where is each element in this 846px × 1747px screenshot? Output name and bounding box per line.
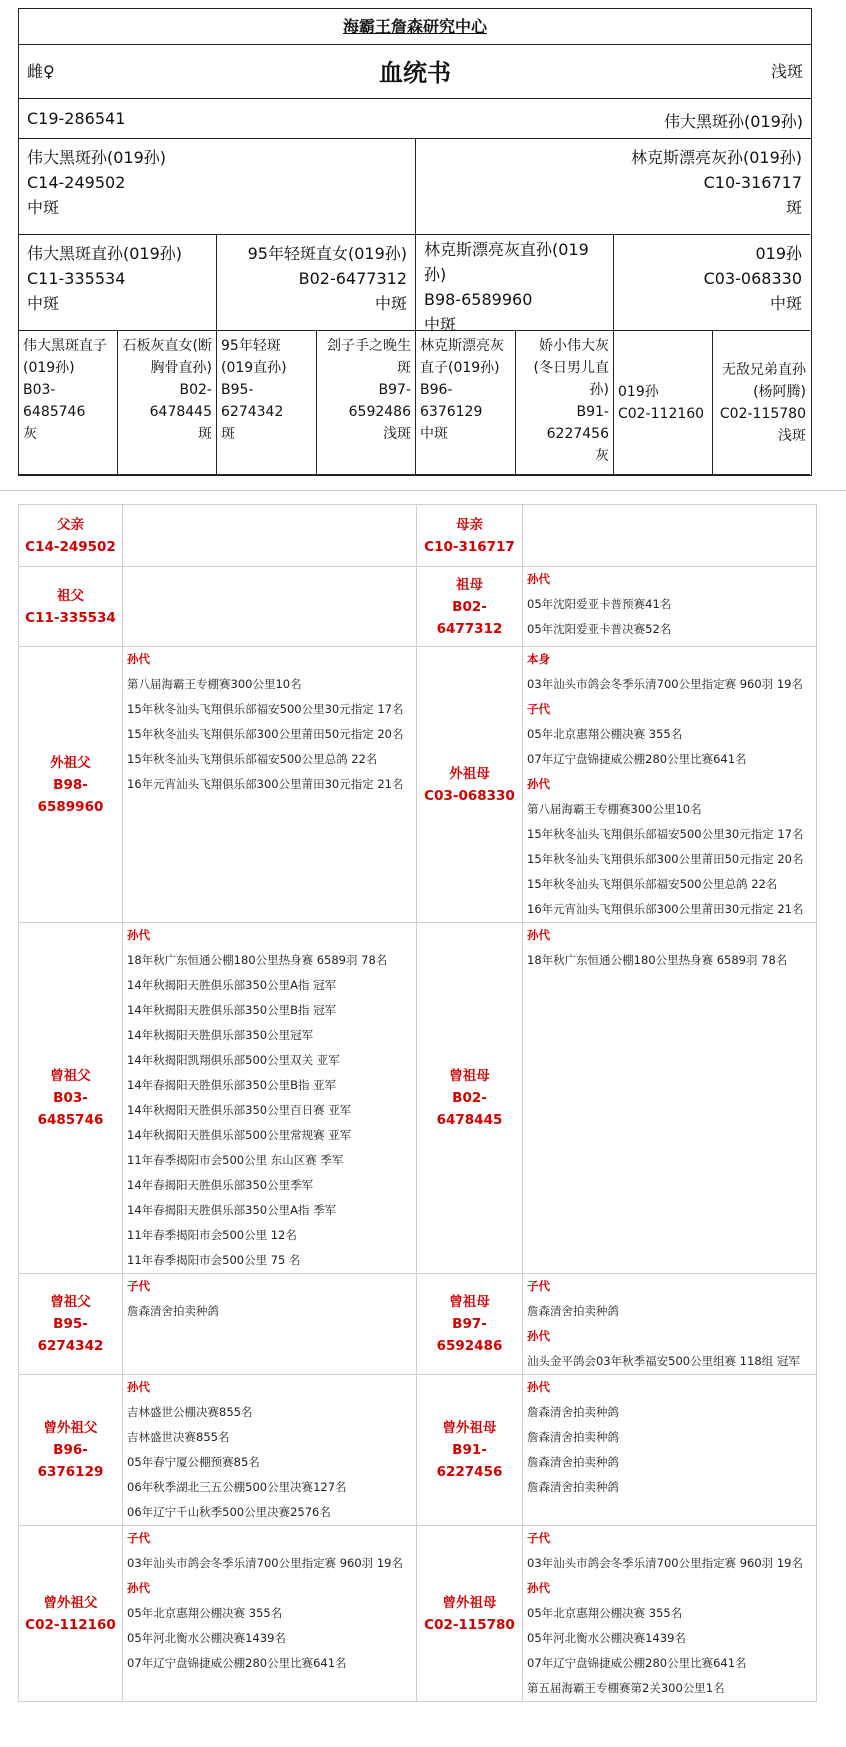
relation-label-cell <box>19 505 123 567</box>
record-item: 詹森清舍拍卖种鸽 <box>127 1304 219 1318</box>
table-row <box>19 1274 817 1375</box>
relation-ring: B97-6592486 <box>436 1316 503 1354</box>
record-item: 05年北京惠翔公棚决赛 355名 <box>527 727 683 741</box>
record-item: 15年秋冬汕头飞翔俱乐部福安500公里30元指定 17名 <box>127 702 404 716</box>
table-row <box>19 1375 817 1526</box>
record-item: 18年秋广东恒通公棚180公里热身赛 6589羽 78名 <box>127 953 388 967</box>
relation-ring: B96-6376129 <box>37 1442 104 1480</box>
gen3-ring: B98-6589960 <box>424 290 533 309</box>
record-cell <box>523 1526 817 1702</box>
gen4-color: 浅斑 <box>383 426 411 442</box>
record-cell <box>523 647 817 923</box>
relation-ring: B02-6477312 <box>436 598 503 637</box>
gen4-ring: B02-6478445 <box>149 382 212 420</box>
gen4-ring: B91-6227456 <box>546 404 609 442</box>
record-item: 05年河北衡水公棚决赛1439名 <box>127 1631 286 1645</box>
gen3-color: 中斑 <box>769 294 802 313</box>
record-item: 14年春揭阳天胜俱乐部350公里A指 季军 <box>127 1203 337 1217</box>
relation-ring: C11-335534 <box>25 609 116 626</box>
relation-ring: B02-6478445 <box>436 1090 503 1128</box>
dam-cell <box>416 139 810 235</box>
relation-label: 曾祖父 <box>50 1294 91 1310</box>
gen3-name: 伟大黑斑直孙(019孙) <box>27 244 183 263</box>
relation-ring: C03-068330 <box>424 787 515 804</box>
gen3-color: 中斑 <box>374 294 407 313</box>
org-name: 海霸王詹森研究中心 <box>342 17 487 36</box>
record-group-heading: 子代 <box>127 1279 150 1293</box>
dam-ring: C10-316717 <box>703 173 802 192</box>
gen4-color: 中斑 <box>420 426 448 442</box>
gen4-color: 灰 <box>595 448 609 464</box>
record-cell <box>523 1375 817 1526</box>
record-group-heading: 孙代 <box>527 1581 550 1595</box>
section-divider <box>0 490 846 491</box>
record-item: 第八届海霸王专棚赛300公里10名 <box>527 802 702 816</box>
gen4-color: 斑 <box>198 426 212 442</box>
record-group-heading: 孙代 <box>527 1380 550 1394</box>
record-group-heading: 孙代 <box>527 928 550 942</box>
dam-name: 林克斯漂亮灰孙(019孙) <box>630 148 802 167</box>
record-item: 15年秋冬汕头飞翔俱乐部福安500公里总鸽 22名 <box>127 752 378 766</box>
sire-cell <box>19 139 416 235</box>
record-item: 11年春季揭阳市会500公里 12名 <box>127 1228 297 1242</box>
gen3-cell <box>217 235 416 331</box>
relation-ring: B03-6485746 <box>37 1090 104 1128</box>
record-item: 詹森清舍拍卖种鸽 <box>527 1480 619 1494</box>
relation-label-cell <box>19 647 123 923</box>
record-cell <box>523 505 817 567</box>
gen4-cell <box>19 331 118 475</box>
record-item: 05年沈阳爱亚卡普决赛52名 <box>527 622 672 636</box>
record-item: 03年汕头市鸽会冬季乐清700公里指定赛 960羽 19名 <box>527 677 803 691</box>
gen3-color: 中斑 <box>424 315 457 334</box>
record-item: 14年春揭阳天胜俱乐部350公里B指 亚军 <box>127 1078 337 1092</box>
dam-color: 斑 <box>785 198 802 217</box>
gen4-ring: C02-112160 <box>618 406 705 422</box>
record-group-heading: 子代 <box>127 1531 150 1545</box>
gen3-color: 中斑 <box>27 294 60 313</box>
record-item: 03年汕头市鸽会冬季乐清700公里指定赛 960羽 19名 <box>527 1556 803 1570</box>
gen4-name: 95年轻斑(019直孙) <box>221 338 287 376</box>
relation-label: 父亲 <box>57 516 84 533</box>
gen3-cell <box>416 235 614 334</box>
record-cell <box>523 1274 817 1375</box>
record-cell <box>523 923 817 1274</box>
relation-label-cell <box>417 567 523 647</box>
record-group-heading: 孙代 <box>127 1380 150 1394</box>
record-group-heading: 孙代 <box>127 1581 150 1595</box>
relation-label-cell <box>417 647 523 923</box>
bird-sex: 雌♀ <box>27 62 55 81</box>
record-item: 05年春宁厦公棚预赛85名 <box>127 1455 260 1469</box>
gen4-cell <box>713 331 810 475</box>
record-item: 11年春季揭阳市会500公里 东山区赛 季军 <box>127 1153 344 1167</box>
record-item: 14年秋揭阳天胜俱乐部350公里A指 冠军 <box>127 978 337 992</box>
table-row <box>19 923 817 1274</box>
record-item: 15年秋冬汕头飞翔俱乐部300公里莆田50元指定 20名 <box>127 727 404 741</box>
record-cell <box>523 567 817 647</box>
record-group-heading: 孙代 <box>127 928 150 942</box>
gen4-ring: B96-6376129 <box>420 382 483 420</box>
relation-label-cell <box>19 1274 123 1375</box>
record-cell <box>123 1526 417 1702</box>
relation-label: 祖父 <box>57 587 84 604</box>
record-item: 詹森清舍拍卖种鸽 <box>527 1430 619 1444</box>
gen4-cell <box>217 331 317 475</box>
gen4-name: 娇小伟大灰(冬日男儿直孙) <box>533 338 609 398</box>
record-item: 11年春季揭阳市会500公里 75 名 <box>127 1253 301 1267</box>
record-cell <box>123 505 417 567</box>
relation-ring: B91-6227456 <box>436 1442 503 1480</box>
relation-ring: B98-6589960 <box>37 776 104 815</box>
table-row <box>19 505 817 567</box>
gen4-color: 灰 <box>23 426 37 442</box>
relation-ring: C14-249502 <box>25 538 116 555</box>
gen4-color: 浅斑 <box>778 428 806 444</box>
relation-label-cell <box>417 1375 523 1526</box>
record-item: 第五届海霸王专棚赛第2关300公里1名 <box>527 1681 725 1695</box>
relation-label: 曾祖母 <box>449 1294 490 1310</box>
gen3-name: 019孙 <box>755 244 802 263</box>
relation-label: 祖母 <box>456 576 483 593</box>
relation-ring: C10-316717 <box>424 538 515 555</box>
relation-label: 外祖母 <box>449 765 490 782</box>
gen4-name: 刽子手之晚生斑 <box>327 338 411 376</box>
relation-label-cell <box>19 1375 123 1526</box>
relation-label: 曾祖母 <box>449 1068 490 1084</box>
relation-ring: C02-112160 <box>25 1616 116 1633</box>
gen4-cell <box>416 331 516 475</box>
record-item: 14年秋揭阳天胜俱乐部500公里常规赛 亚军 <box>127 1128 352 1142</box>
record-item: 詹森清舍拍卖种鸽 <box>527 1304 619 1318</box>
gen4-name: 伟大黑斑直子(019孙) <box>23 338 107 376</box>
record-item: 05年河北衡水公棚决赛1439名 <box>527 1631 686 1645</box>
record-item: 05年沈阳爱亚卡普预赛41名 <box>527 597 672 611</box>
record-item: 06年辽宁千山秋季500公里决赛2576名 <box>127 1505 331 1519</box>
record-cell <box>123 923 417 1274</box>
relation-ring: C02-115780 <box>424 1616 515 1633</box>
gen4-ring: C02-115780 <box>719 406 806 422</box>
table-row <box>19 567 817 647</box>
table-row <box>19 647 817 923</box>
record-group-heading: 子代 <box>527 1279 550 1293</box>
record-item: 18年秋广东恒通公棚180公里热身赛 6589羽 78名 <box>527 953 788 967</box>
record-item: 06年秋季湖北三五公棚500公里决赛127名 <box>127 1480 347 1494</box>
relation-label-cell <box>417 505 523 567</box>
record-item: 07年辽宁盘锦捷威公棚280公里比赛641名 <box>527 1656 747 1670</box>
record-cell <box>123 647 417 923</box>
record-item: 吉林盛世公棚决赛855名 <box>127 1405 253 1419</box>
relation-label: 外祖父 <box>50 754 91 771</box>
record-group-heading: 孙代 <box>127 652 150 666</box>
bird-ring: C19-286541 <box>27 109 126 128</box>
gen3-ring: C11-335534 <box>27 269 126 288</box>
record-item: 15年秋冬汕头飞翔俱乐部福安500公里30元指定 17名 <box>527 827 804 841</box>
bird-name: 伟大黑斑孙(019孙) <box>663 112 803 131</box>
record-item: 16年元宵汕头飞翔俱乐部300公里莆田30元指定 21名 <box>527 902 804 916</box>
record-cell <box>123 1375 417 1526</box>
gen4-name: 无敌兄弟直孙(杨阿腾) <box>722 362 806 400</box>
record-item: 15年秋冬汕头飞翔俱乐部福安500公里总鸽 22名 <box>527 877 778 891</box>
gen4-cell <box>516 331 614 475</box>
achievement-table <box>18 504 817 1702</box>
gen4-cell <box>118 331 217 475</box>
gen4-color: 斑 <box>221 426 235 442</box>
relation-label: 曾祖父 <box>50 1068 91 1084</box>
relation-label: 曾外祖父 <box>43 1420 98 1436</box>
record-item: 詹森清舍拍卖种鸽 <box>527 1405 619 1419</box>
relation-label-cell <box>19 923 123 1274</box>
table-row <box>19 1526 817 1702</box>
record-item: 07年辽宁盘锦捷威公棚280公里比赛641名 <box>527 752 747 766</box>
record-item: 05年北京惠翔公棚决赛 355名 <box>127 1606 283 1620</box>
relation-label: 母亲 <box>456 516 483 533</box>
relation-label-cell <box>19 567 123 647</box>
sire-color: 中斑 <box>27 198 60 217</box>
doc-title-row <box>19 45 811 99</box>
relation-label-cell <box>417 1274 523 1375</box>
gen3-name: 林克斯漂亮灰直孙(019孙) <box>424 240 589 284</box>
record-item: 14年秋揭阳天胜俱乐部350公里冠军 <box>127 1028 314 1042</box>
record-item: 15年秋冬汕头飞翔俱乐部300公里莆田50元指定 20名 <box>527 852 804 866</box>
record-item: 吉林盛世决赛855名 <box>127 1430 230 1444</box>
gen3-name: 95年轻斑直女(019孙) <box>247 244 407 263</box>
sire-ring: C14-249502 <box>27 173 126 192</box>
record-item: 16年元宵汕头飞翔俱乐部300公里莆田30元指定 21名 <box>127 777 404 791</box>
gen3-ring: B02-6477312 <box>298 269 407 288</box>
record-item: 07年辽宁盘锦捷威公棚280公里比赛641名 <box>127 1656 347 1670</box>
record-item: 14年春揭阳天胜俱乐部350公里季军 <box>127 1178 314 1192</box>
gen4-name: 林克斯漂亮灰直子(019孙) <box>420 338 504 376</box>
sire-name: 伟大黑斑孙(019孙) <box>27 148 167 167</box>
gen4-cell <box>614 331 713 475</box>
record-item: 第八届海霸王专棚赛300公里10名 <box>127 677 302 691</box>
record-group-heading: 孙代 <box>527 1329 550 1343</box>
doc-title: 血统书 <box>379 59 451 87</box>
record-item: 05年北京惠翔公棚决赛 355名 <box>527 1606 683 1620</box>
relation-ring: B95-6274342 <box>37 1316 104 1354</box>
relation-label-cell <box>19 1526 123 1702</box>
record-group-heading: 子代 <box>527 1531 550 1545</box>
gen4-ring: B97-6592486 <box>348 382 411 420</box>
gen4-name: 019孙 <box>618 384 659 400</box>
pedigree-chart <box>18 8 812 476</box>
gen3-cell <box>19 235 217 331</box>
bird-id-row <box>19 99 811 139</box>
relation-label-cell <box>417 1526 523 1702</box>
gen3-cell <box>614 235 810 331</box>
record-item: 14年秋揭阳天胜俱乐部350公里B指 冠军 <box>127 1003 337 1017</box>
record-item: 14年秋揭阳天胜俱乐部350公里百日赛 亚军 <box>127 1103 352 1117</box>
record-group-heading: 孙代 <box>527 777 550 791</box>
relation-label: 曾外祖父 <box>43 1594 98 1611</box>
relation-label: 曾外祖母 <box>442 1594 497 1611</box>
record-group-heading: 孙代 <box>527 572 550 586</box>
record-item: 03年汕头市鸽会冬季乐清700公里指定赛 960羽 19名 <box>127 1556 403 1570</box>
record-group-heading: 子代 <box>527 702 550 716</box>
record-cell <box>123 567 417 647</box>
relation-label: 曾外祖母 <box>442 1420 497 1436</box>
gen4-name: 石板灰直女(断胸骨直孙) <box>122 338 212 376</box>
gen4-ring: B95-6274342 <box>221 382 284 420</box>
gen4-ring: B03-6485746 <box>23 382 86 420</box>
gen4-cell <box>317 331 416 475</box>
relation-label-cell <box>417 923 523 1274</box>
org-title-row <box>19 9 811 45</box>
gen3-ring: C03-068330 <box>703 269 802 288</box>
record-item: 汕头金平鸽会03年秋季福安500公里组赛 118组 冠军 <box>527 1354 800 1368</box>
record-group-heading: 本身 <box>527 652 550 666</box>
bird-color: 浅斑 <box>770 62 803 81</box>
record-item: 14年秋揭阳凯翔俱乐部500公里双关 亚军 <box>127 1053 340 1067</box>
record-cell <box>123 1274 417 1375</box>
record-item: 詹森清舍拍卖种鸽 <box>527 1455 619 1469</box>
